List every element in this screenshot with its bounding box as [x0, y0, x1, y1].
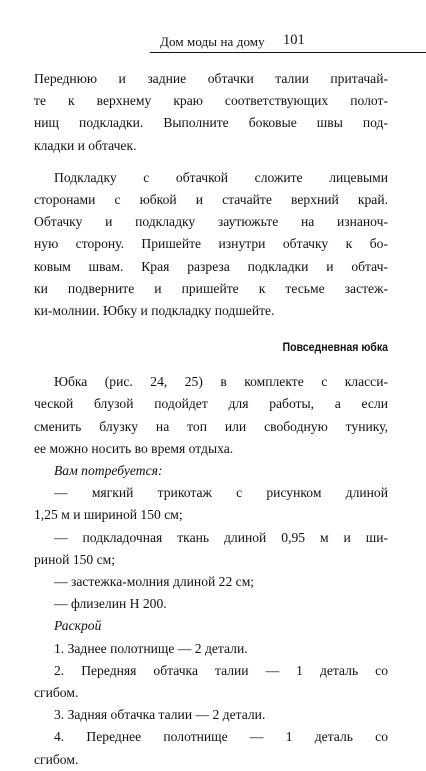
cutting-heading: Раскрой [54, 618, 102, 634]
text-line: сторонами с юбкой и стачайте верхний край. [34, 192, 388, 208]
text-line: Переднюю и задние обтачки талии притачай- [34, 71, 388, 86]
materials-heading: Вам потребуется: [54, 463, 163, 479]
list-item: — подкладочная ткань длиной 0,95 м и ши- [54, 529, 388, 545]
list-item: 2. Передняя обтачка талии — 1 деталь со [54, 662, 388, 678]
list-item-continued: сгибом. [34, 685, 79, 701]
paragraph-2 [34, 167, 388, 322]
text-line: нищ подкладки. Выполните боковые швы под- [34, 115, 388, 131]
paragraph-1 [34, 68, 388, 157]
page-body [34, 68, 388, 771]
materials-list [34, 460, 388, 615]
section-title: Повседневная юбка [282, 340, 388, 355]
list-item-continued: сгибом. [34, 751, 79, 767]
list-item: — флизелин Н 200. [54, 596, 167, 612]
text-line: те к верхнему краю соответствующих полот- [34, 93, 388, 109]
list-item: 4. Переднее полотнище — 1 деталь со [54, 729, 388, 745]
text-line: ее можно носить во время отдыха. [34, 440, 234, 456]
list-item-continued: риной 150 см; [34, 551, 116, 567]
text-line: Подкладку с обтачкой сложите лицевыми [54, 169, 388, 185]
cutting-list [34, 615, 388, 770]
text-line: Юбка (рис. 24, 25) в комплекте с класси- [54, 374, 388, 390]
list-item: 1. Заднее полотнище — 2 детали. [54, 640, 248, 656]
text-line: ческой блузой подойдет для работы, а если [34, 396, 388, 412]
text-line: ную сторону. Пришейте изнутри обтачку к бо- [34, 236, 388, 252]
text-line: ки подверните и пришейте к тесьме застеж- [34, 280, 388, 296]
running-title: Дом моды на дому [160, 34, 265, 49]
text-line: сменить блузку на топ или свободную тунику, [34, 418, 388, 434]
page-number: 101 [283, 32, 305, 48]
list-item: — застежка-молния длиной 22 см; [54, 574, 255, 590]
text-line: кладки и обтачек. [34, 137, 137, 153]
list-item-continued: 1,25 м и шириной 150 см; [34, 507, 183, 523]
running-header [150, 32, 426, 54]
list-item: — мягкий трикотаж с рисунком длиной [54, 485, 388, 501]
header-rule [150, 52, 426, 53]
text-line: Обтачку и подкладку заутюжьте на изнаноч- [34, 214, 388, 230]
text-line: ковым швам. Края разреза подкладки и обтач- [34, 258, 388, 274]
list-item: 3. Задняя обтачка талии — 2 детали. [54, 707, 266, 723]
paragraph-3 [34, 371, 388, 460]
text-line: ки-молнии. Юбку и подкладку подшейте. [34, 303, 275, 319]
